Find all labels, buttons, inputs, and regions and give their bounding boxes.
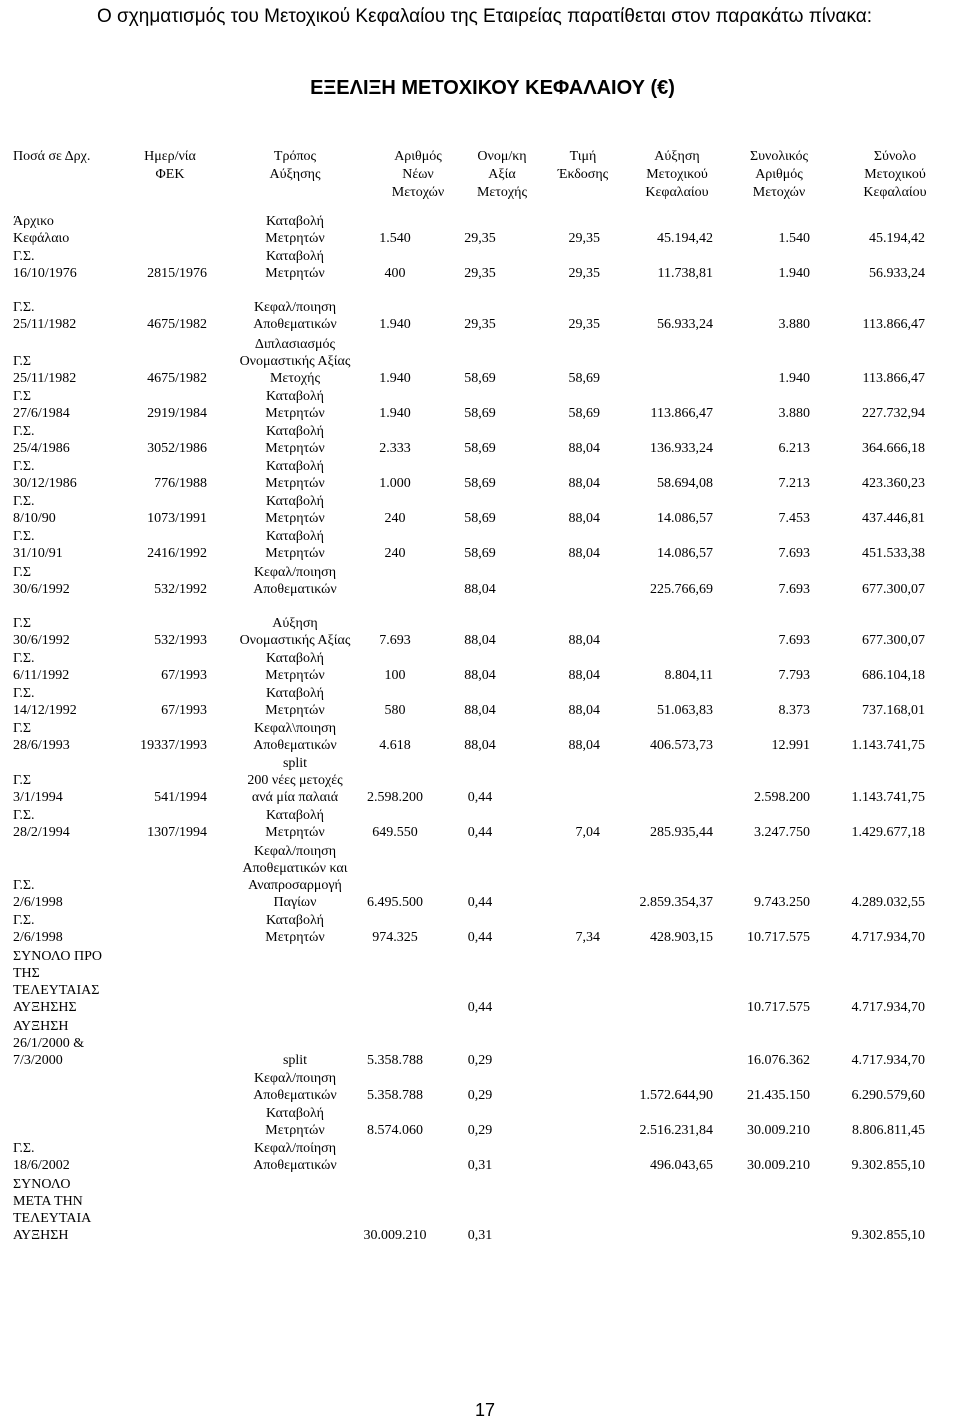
cell-method: Καταβολή Μετρητών: [265, 1106, 325, 1138]
cell-label: Γ.Σ. 2/6/1998: [13, 913, 63, 945]
cell-increase: 1.572.644,90: [639, 1088, 713, 1103]
cell-total-capital: 1.143.741,75: [851, 790, 925, 805]
cell-increase: 58.694,08: [657, 476, 713, 491]
cell-nominal: 0,44: [467, 790, 493, 805]
cell-method: Καταβολή Μετρητών: [265, 651, 325, 683]
cell-new-shares: 1.540: [379, 231, 411, 246]
header-capital-increase: Αύξηση Μετοχικού Κεφαλαίου: [645, 149, 709, 200]
cell-total-capital: 4.289.032,55: [851, 895, 925, 910]
cell-total-capital: 56.933,24: [869, 266, 925, 281]
cell-total-capital: 4.717.934,70: [851, 1000, 925, 1015]
cell-total-shares: 7.693: [778, 582, 810, 597]
cell-nominal: 0,44: [467, 895, 493, 910]
cell-new-shares: 5.358.788: [367, 1088, 423, 1103]
cell-method: Κεφαλ/ποιηση Αποθεματικών: [253, 565, 337, 597]
cell-method: Αύξηση Ονομαστικής Αξίας: [239, 616, 351, 648]
cell-fek: 3052/1986: [147, 441, 207, 456]
cell-method: Καταβολή Μετρητών: [265, 913, 325, 945]
cell-method: split 200 νέες μετοχές ανά μία παλαιά: [247, 756, 343, 805]
cell-increase: 8.804,11: [664, 668, 713, 683]
header-issue-price: Τιμή Έκδοσης: [557, 149, 609, 182]
cell-total-shares: 9.743.250: [754, 895, 810, 910]
cell-method: Καταβολή Μετρητών: [265, 389, 325, 421]
cell-new-shares: 4.618: [379, 738, 411, 753]
cell-method: Κεφαλ/ποιηση Αποθεματικών: [253, 1071, 337, 1103]
cell-nominal: 88,04: [464, 633, 496, 648]
cell-label: Γ.Σ. 8/10/90: [13, 494, 56, 526]
cell-label: Γ.Σ. 25/11/1982: [13, 300, 77, 332]
cell-new-shares: 30.009.210: [363, 1228, 427, 1243]
header-nominal-value: Ονομ/κη Αξία Μετοχής: [476, 149, 528, 200]
cell-label: Γ.Σ. 31/10/91: [13, 529, 63, 561]
cell-fek: 2416/1992: [147, 546, 207, 561]
cell-increase: 14.086,57: [657, 546, 713, 561]
cell-label: Γ.Σ. 30/12/1986: [13, 459, 77, 491]
cell-fek: 67/1993: [161, 703, 207, 718]
cell-label: ΑΥΞΗΣΗ 26/1/2000 & 7/3/2000: [13, 1019, 85, 1068]
cell-nominal: 88,04: [464, 738, 496, 753]
cell-method: Διπλασιασμός Ονομαστικής Αξίας Μετοχής: [239, 337, 351, 386]
cell-fek: 4675/1982: [147, 371, 207, 386]
cell-increase: 496.043,65: [650, 1158, 713, 1173]
cell-nominal: 0,31: [467, 1158, 493, 1173]
cell-label: Άρχικο Κεφάλαιο: [13, 214, 70, 246]
cell-method: Καταβολή Μετρητών: [265, 529, 325, 561]
cell-issue-price: 29,35: [568, 317, 600, 332]
cell-nominal: 58,69: [464, 511, 496, 526]
cell-method: Κεφαλ/ποίηση Αποθεματικών: [253, 1141, 337, 1173]
cell-nominal: 0,44: [467, 930, 493, 945]
cell-new-shares: 974.325: [372, 930, 418, 945]
cell-increase: 45.194,42: [657, 231, 713, 246]
cell-total-shares: 12.991: [771, 738, 810, 753]
cell-nominal: 58,69: [464, 476, 496, 491]
cell-label: Γ.Σ. 14/12/1992: [13, 686, 77, 718]
page-number: 17: [474, 1400, 496, 1420]
cell-increase: 136.933,24: [650, 441, 713, 456]
cell-total-capital: 1.429.677,18: [851, 825, 925, 840]
cell-issue-price: 88,04: [568, 441, 600, 456]
cell-total-capital: 451.533,38: [862, 546, 925, 561]
cell-nominal: 58,69: [464, 406, 496, 421]
cell-total-shares: 16.076.362: [747, 1053, 810, 1068]
cell-nominal: 0,29: [467, 1088, 493, 1103]
cell-issue-price: 88,04: [568, 668, 600, 683]
cell-issue-price: 88,04: [568, 633, 600, 648]
cell-total-shares: 1.940: [778, 266, 810, 281]
cell-fek: 541/1994: [154, 790, 207, 805]
cell-total-capital: 45.194,42: [869, 231, 925, 246]
cell-nominal: 58,69: [464, 441, 496, 456]
cell-total-capital: 437.446,81: [862, 511, 925, 526]
cell-label: Γ.Σ 30/6/1992: [13, 565, 70, 597]
cell-issue-price: 88,04: [568, 703, 600, 718]
cell-total-shares: 7.693: [778, 546, 810, 561]
cell-total-shares: 7.693: [778, 633, 810, 648]
cell-method: Κεφαλ\ποιηση Αποθεματικών: [253, 721, 337, 753]
cell-fek: 1073/1991: [147, 511, 207, 526]
cell-label: Γ.Σ 28/6/1993: [13, 721, 70, 753]
cell-new-shares: 1.940: [379, 406, 411, 421]
cell-nominal: 88,04: [464, 703, 496, 718]
cell-fek: 532/1993: [154, 633, 207, 648]
cell-total-shares: 6.213: [778, 441, 810, 456]
cell-total-capital: 737.168,01: [862, 703, 925, 718]
cell-fek: 532/1992: [154, 582, 207, 597]
cell-method: Καταβολή Μετρητών: [265, 249, 325, 281]
header-increase-method: Τρόπος Αύξησης: [269, 149, 321, 182]
cell-total-capital: 677.300,07: [862, 582, 925, 597]
cell-increase: 113.866,47: [650, 406, 713, 421]
header-fek-date: Ημερ/νία ΦΕΚ: [144, 149, 196, 182]
cell-increase: 285.935,44: [650, 825, 713, 840]
cell-increase: 51.063,83: [657, 703, 713, 718]
cell-label: Γ.Σ. 2/6/1998: [13, 878, 63, 910]
cell-nominal: 0,29: [467, 1123, 493, 1138]
cell-fek: 19337/1993: [140, 738, 207, 753]
cell-total-capital: 8.806.811,45: [852, 1123, 925, 1138]
cell-new-shares: 7.693: [379, 633, 411, 648]
cell-increase: 406.573,73: [650, 738, 713, 753]
cell-total-shares: 1.540: [778, 231, 810, 246]
cell-new-shares: 5.358.788: [367, 1053, 423, 1068]
cell-total-shares: 2.598.200: [754, 790, 810, 805]
cell-issue-price: 7,34: [575, 930, 600, 945]
cell-nominal: 58,69: [464, 371, 496, 386]
cell-fek: 2919/1984: [147, 406, 207, 421]
cell-total-capital: 9.302.855,10: [851, 1158, 925, 1173]
cell-label: Γ.Σ. 6/11/1992: [13, 651, 70, 683]
cell-method: Καταβολή Μετρητών: [265, 214, 325, 246]
cell-method: Καταβολή Μετρητών: [265, 494, 325, 526]
cell-total-shares: 8.373: [778, 703, 810, 718]
cell-total-shares: 10.717.575: [747, 1000, 810, 1015]
cell-total-shares: 30.009.210: [747, 1158, 810, 1173]
cell-new-shares: 1.000: [379, 476, 411, 491]
cell-new-shares: 240: [384, 511, 406, 526]
cell-increase: 2.859.354,37: [639, 895, 713, 910]
cell-total-capital: 4.717.934,70: [851, 1053, 925, 1068]
cell-new-shares: 1.940: [379, 317, 411, 332]
cell-total-capital: 227.732,94: [862, 406, 925, 421]
cell-new-shares: 649.550: [372, 825, 418, 840]
cell-label: ΣΥΝΟΛΟ ΠΡΟ ΤΗΣ ΤΕΛΕΥΤΑΙΑΣ ΑΥΞΗΣΗΣ: [13, 949, 103, 1015]
cell-label: Γ.Σ 27/6/1984: [13, 389, 70, 421]
cell-new-shares: 8.574.060: [367, 1123, 423, 1138]
cell-nominal: 88,04: [464, 582, 496, 597]
cell-nominal: 88,04: [464, 668, 496, 683]
cell-total-shares: 3.880: [778, 317, 810, 332]
cell-method: Καταβολή Μετρητών: [265, 686, 325, 718]
cell-method: Κεφαλ/ποιηση Αποθεματικών: [253, 300, 337, 332]
cell-fek: 776/1988: [154, 476, 207, 491]
cell-label: Γ.Σ. 18/6/2002: [13, 1141, 70, 1173]
cell-issue-price: 88,04: [568, 546, 600, 561]
cell-fek: 67/1993: [161, 668, 207, 683]
cell-total-capital: 6.290.579,60: [851, 1088, 925, 1103]
cell-new-shares: 100: [384, 668, 406, 683]
intro-paragraph: Ο σχηματισμός του Μετοχικού Κεφαλαίου της Εταιρείας παρατίθεται στον παρακάτω πίνακα:: [97, 6, 873, 27]
cell-new-shares: 240: [384, 546, 406, 561]
cell-fek: 4675/1982: [147, 317, 207, 332]
cell-total-capital: 4.717.934,70: [851, 930, 925, 945]
header-total-shares: Συνολικός Αριθμός Μετοχών: [749, 149, 809, 200]
cell-nominal: 0,44: [467, 1000, 493, 1015]
cell-increase: 56.933,24: [657, 317, 713, 332]
cell-nominal: 29,35: [464, 266, 496, 281]
cell-fek: 1307/1994: [147, 825, 207, 840]
cell-total-capital: 113.866,47: [862, 317, 925, 332]
cell-nominal: 29,35: [464, 231, 496, 246]
cell-fek: 2815/1976: [147, 266, 207, 281]
cell-new-shares: 400: [384, 266, 406, 281]
cell-issue-price: 58,69: [568, 406, 600, 421]
cell-nominal: 0,44: [467, 825, 493, 840]
cell-total-capital: 113.866,47: [862, 371, 925, 386]
cell-total-shares: 30.009.210: [747, 1123, 810, 1138]
cell-total-capital: 677.300,07: [862, 633, 925, 648]
cell-total-shares: 3.247.750: [754, 825, 810, 840]
cell-total-shares: 10.717.575: [747, 930, 810, 945]
cell-label: Γ.Σ 25/11/1982: [13, 354, 77, 386]
cell-issue-price: 88,04: [568, 476, 600, 491]
cell-increase: 11.738,81: [657, 266, 713, 281]
header-new-shares: Αριθμός Νέων Μετοχών: [391, 149, 445, 200]
cell-total-shares: 7.453: [778, 511, 810, 526]
cell-method: Καταβολή Μετρητών: [265, 424, 325, 456]
table-title: ΕΞΕΛΙΞΗ ΜΕΤΟΧΙΚΟΥ ΚΕΦΑΛΑΙΟΥ (€): [310, 77, 675, 99]
cell-increase: 2.516.231,84: [639, 1123, 713, 1138]
cell-label: Γ.Σ 30/6/1992: [13, 616, 70, 648]
cell-issue-price: 88,04: [568, 511, 600, 526]
cell-new-shares: 6.495.500: [367, 895, 423, 910]
cell-issue-price: 29,35: [568, 266, 600, 281]
cell-total-capital: 686.104,18: [862, 668, 925, 683]
cell-total-shares: 1.940: [778, 371, 810, 386]
cell-method: Καταβολή Μετρητών: [265, 808, 325, 840]
cell-method: Καταβολή Μετρητών: [265, 459, 325, 491]
header-total-capital: Σύνολο Μετοχικού Κεφαλαίου: [863, 149, 927, 200]
header-amounts: Ποσά σε Δρχ.: [13, 149, 91, 164]
cell-increase: 14.086,57: [657, 511, 713, 526]
cell-issue-price: 29,35: [568, 231, 600, 246]
cell-method: split: [282, 1053, 308, 1068]
cell-total-capital: 423.360,23: [862, 476, 925, 491]
cell-new-shares: 1.940: [379, 371, 411, 386]
cell-label: Γ.Σ. 28/2/1994: [13, 808, 70, 840]
cell-total-shares: 7.213: [778, 476, 810, 491]
cell-nominal: 0,31: [467, 1228, 493, 1243]
cell-new-shares: 580: [384, 703, 406, 718]
cell-total-shares: 7.793: [778, 668, 810, 683]
cell-total-shares: 21.435.150: [747, 1088, 810, 1103]
cell-nominal: 0,29: [467, 1053, 493, 1068]
cell-increase: 225.766,69: [650, 582, 713, 597]
cell-nominal: 29,35: [464, 317, 496, 332]
cell-total-shares: 3.880: [778, 406, 810, 421]
cell-issue-price: 58,69: [568, 371, 600, 386]
cell-label: ΣΥΝΟΛΟ ΜΕΤΑ ΤΗΝ ΤΕΛΕΥΤΑΙΑ ΑΥΞΗΣΗ: [13, 1177, 92, 1243]
cell-method: Κεφαλ/ποιηση Αποθεματικών και Αναπροσαρμογή Παγίων: [242, 844, 348, 910]
cell-label: Γ.Σ 3/1/1994: [13, 773, 63, 805]
cell-issue-price: 88,04: [568, 738, 600, 753]
cell-nominal: 58,69: [464, 546, 496, 561]
cell-total-capital: 364.666,18: [862, 441, 925, 456]
cell-label: Γ.Σ. 16/10/1976: [13, 249, 77, 281]
cell-new-shares: 2.333: [379, 441, 411, 456]
cell-total-capital: 1.143.741,75: [851, 738, 925, 753]
cell-increase: 428.903,15: [650, 930, 713, 945]
cell-new-shares: 2.598.200: [367, 790, 423, 805]
cell-total-capital: 9.302.855,10: [851, 1228, 925, 1243]
cell-label: Γ.Σ. 25/4/1986: [13, 424, 70, 456]
cell-issue-price: 7,04: [575, 825, 600, 840]
